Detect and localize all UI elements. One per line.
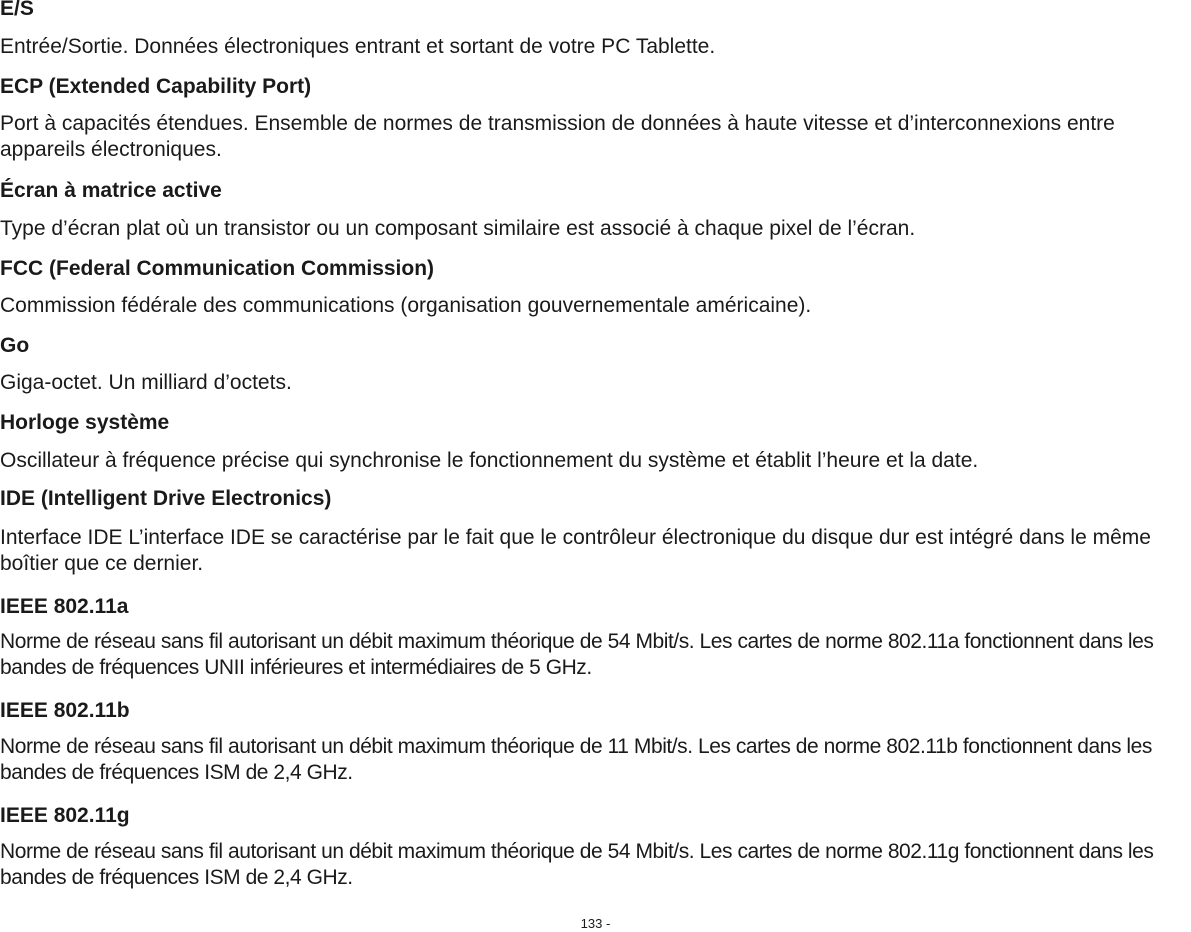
page-number: 133 - xyxy=(580,916,611,931)
definition-ide: Interface IDE L’interface IDE se caractérise par le fait que le contrôleur électronique du disque dur est intégré dans le même boîtier que ce dernier. xyxy=(0,526,1151,575)
definition-go: Giga-octet. Un milliard d’octets. xyxy=(0,371,292,394)
definition-fcc: Commission fédérale des communications (organisation gouvernementale américaine). xyxy=(0,294,812,317)
term-ieee-80211g: IEEE 802.11g xyxy=(0,804,130,827)
definition-ieee-80211a: Norme de réseau sans fil autorisant un débit maximum théorique de 54 Mbit/s. Les cartes de norme 802.11a fonctionnent dans les bandes de fréquences UNII inférieures et intermédiaires de 5 GHz. xyxy=(0,630,1154,679)
term-es: E/S xyxy=(0,0,34,20)
definition-es: Entrée/Sortie. Données électroniques entrant et sortant de votre PC Tablette. xyxy=(0,35,716,58)
definition-ecp: Port à capacités étendues. Ensemble de normes de transmission de données à haute vitesse et d’interconnexions entre appareils électroniques. xyxy=(0,112,1115,161)
term-ide: IDE (Intelligent Drive Electronics) xyxy=(0,487,332,510)
term-fcc: FCC (Federal Communication Commission) xyxy=(0,257,435,280)
term-ieee-80211a: IEEE 802.11a xyxy=(0,595,129,618)
term-ecran-matrice-active: Écran à matrice active xyxy=(0,179,222,202)
term-ieee-80211b: IEEE 802.11b xyxy=(0,699,130,722)
definition-horloge-systeme: Oscillateur à fréquence précise qui synchronise le fonctionnement du système et établit l’heure et la date. xyxy=(0,449,979,472)
term-go: Go xyxy=(0,334,30,357)
definition-ecran-matrice-active: Type d’écran plat où un transistor ou un composant similaire est associé à chaque pixel de l’écran. xyxy=(0,217,916,240)
term-ecp: ECP (Extended Capability Port) xyxy=(0,75,312,98)
definition-ieee-80211b: Norme de réseau sans fil autorisant un débit maximum théorique de 11 Mbit/s. Les cartes de norme 802.11b fonctionnent dans les bandes de fréquences ISM de 2,4 GHz. xyxy=(0,735,1152,784)
definition-ieee-80211g: Norme de réseau sans fil autorisant un débit maximum théorique de 54 Mbit/s. Les cartes de norme 802.11g fonctionnent dans les bandes de fréquences ISM de 2,4 GHz. xyxy=(0,840,1154,889)
term-horloge-systeme: Horloge système xyxy=(0,411,170,434)
